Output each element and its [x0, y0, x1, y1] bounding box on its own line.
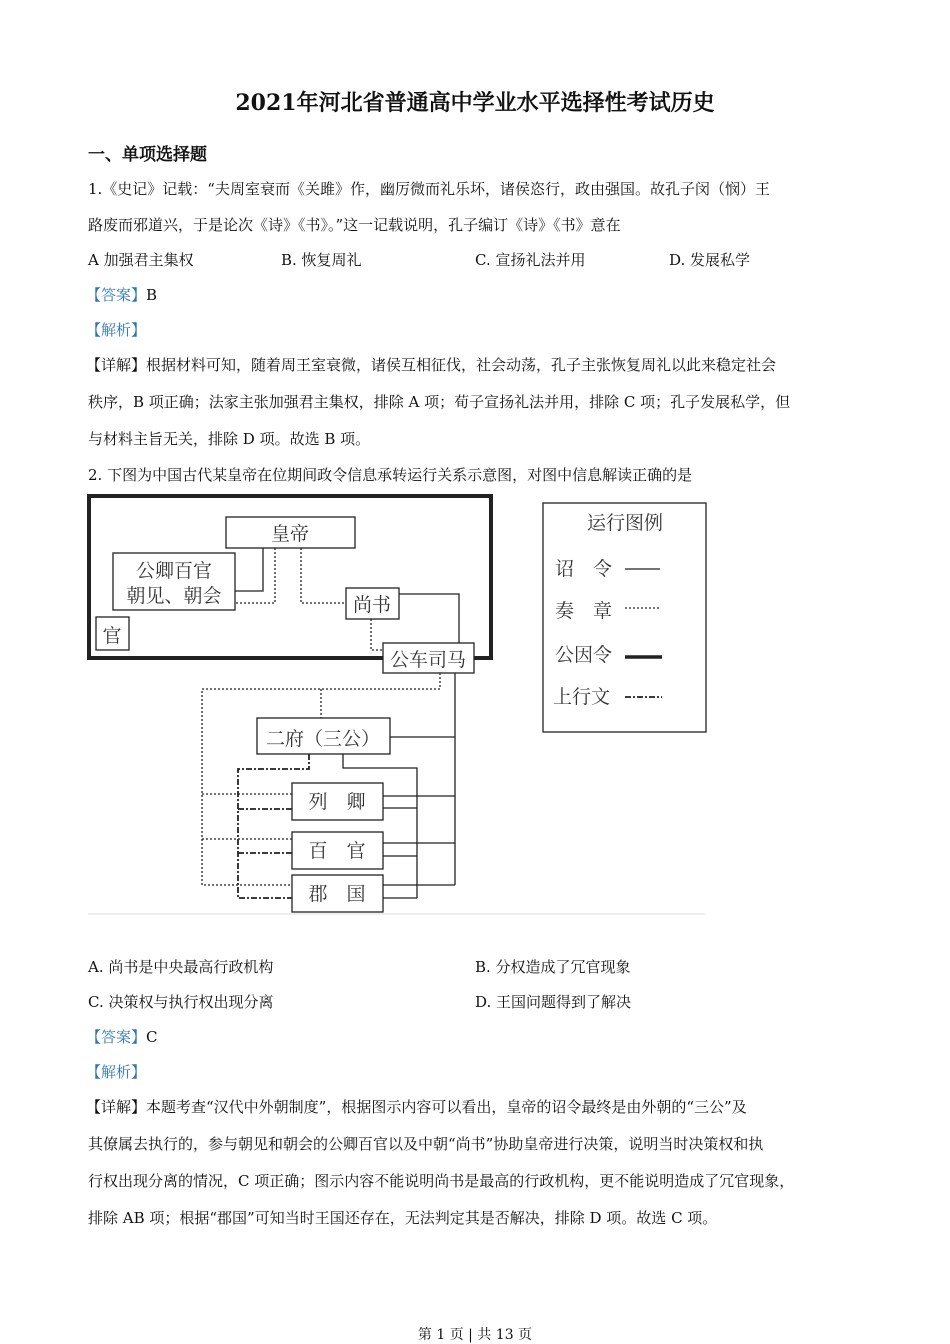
- q2-detail-line: [86, 1096, 747, 1117]
- erfu-label: 二府（三公）: [265, 728, 381, 750]
- q1-stem-line: 1.《史记》记载：“夫周室衰而《关雎》作，幽厉微而礼乐坏，诸侯恣行，政由强国。故孔子闵（悯）王: [88, 180, 770, 198]
- officials-label: 朝见、朝会: [126, 585, 222, 607]
- detail-text: 本题考查“汉代中外朝制度”，根据图示内容可以看出，皇帝的诏令最终是由外朝的“三公”及: [146, 1098, 747, 1116]
- baiguan-label: 百 官: [308, 840, 366, 862]
- officials-label: 公卿百官: [135, 560, 213, 582]
- legend-item: 诏 令: [555, 558, 613, 580]
- answer-label: 【答案】: [86, 286, 147, 304]
- answer-value: B: [146, 286, 158, 304]
- shangshu-label: 尚书: [352, 594, 392, 616]
- q1-option-a: A 加强君主集权: [88, 251, 194, 269]
- detail-label: 【详解】: [86, 356, 147, 374]
- detail-label: 【详解】: [86, 1098, 147, 1116]
- q2-option-c: C. 决策权与执行权出现分离: [88, 993, 274, 1011]
- q1-option-c: C. 宣扬礼法并用: [475, 251, 586, 269]
- detail-text: 根据材料可知，随着周王室衰微，诸侯互相征伐，社会动荡，孔子主张恢复周礼以此来稳定社会: [146, 356, 777, 374]
- legend-item: 上行文: [553, 686, 611, 708]
- q1-stem-line: 路废而邪道兴，于是论次《诗》《书》。”这一记载说明，孔子编订《诗》《书》意在: [88, 216, 621, 234]
- q2-analysis-label: 【解析】: [86, 1063, 147, 1081]
- legend-item: 公因令: [555, 644, 613, 666]
- q2-detail-line: 行权出现分离的情况，C 项正确；图示内容不能说明尚书是最高的行政机构，更不能说明造成了冗官现象，: [88, 1172, 795, 1190]
- q2-detail-line: 排除 AB 项；根据“郡国”可知当时王国还存在，无法判定其是否解决，排除 D 项。故选 C 项。: [88, 1209, 718, 1227]
- q1-analysis-label: 【解析】: [86, 321, 147, 339]
- answer-label: 【答案】: [86, 1028, 147, 1046]
- q2-stem: 2. 下图为中国古代某皇帝在位期间政令信息承转运行关系示意图，对图中信息解读正确的是: [88, 466, 693, 484]
- q1-detail-line: 与材料主旨无关，排除 D 项。故选 B 项。: [88, 430, 371, 448]
- q2-option-d: D. 王国问题得到了解决: [475, 993, 632, 1011]
- answer-value: C: [146, 1028, 158, 1046]
- emperor-label: 皇帝: [270, 523, 310, 545]
- section-heading: 一、单项选择题: [88, 145, 207, 165]
- junguo-label: 郡 国: [308, 883, 366, 905]
- guan-label: 官: [102, 625, 122, 647]
- q1-detail-line: 秩序，B 项正确；法家主张加强君主集权，排除 A 项；荀子宣扬礼法并用，排除 C 项；孔子发展私学，但: [88, 393, 791, 411]
- q2-option-a: A. 尚书是中央最高行政机构: [88, 958, 274, 976]
- legend-title: 运行图例: [586, 512, 664, 534]
- q2-detail-line: 其僚属去执行的，参与朝见和朝会的公卿百官以及中朝“尚书”协助皇帝进行决策，说明当时决策权和执: [88, 1135, 764, 1153]
- page-title: 2021年河北省普通高中学业水平选择性考试历史: [235, 90, 715, 116]
- q1-option-d: D. 发展私学: [669, 251, 751, 269]
- lieqing-label: 列 卿: [308, 791, 366, 813]
- page-footer: 第 1 页 | 共 13 页: [417, 1327, 533, 1343]
- q2-answer: [86, 1026, 158, 1047]
- q2-option-b: B. 分权造成了冗官现象: [475, 958, 631, 976]
- legend-item: 奏 章: [555, 600, 613, 622]
- gongche-label: 公车司马: [389, 649, 467, 671]
- q1-option-b: B. 恢复周礼: [281, 251, 362, 269]
